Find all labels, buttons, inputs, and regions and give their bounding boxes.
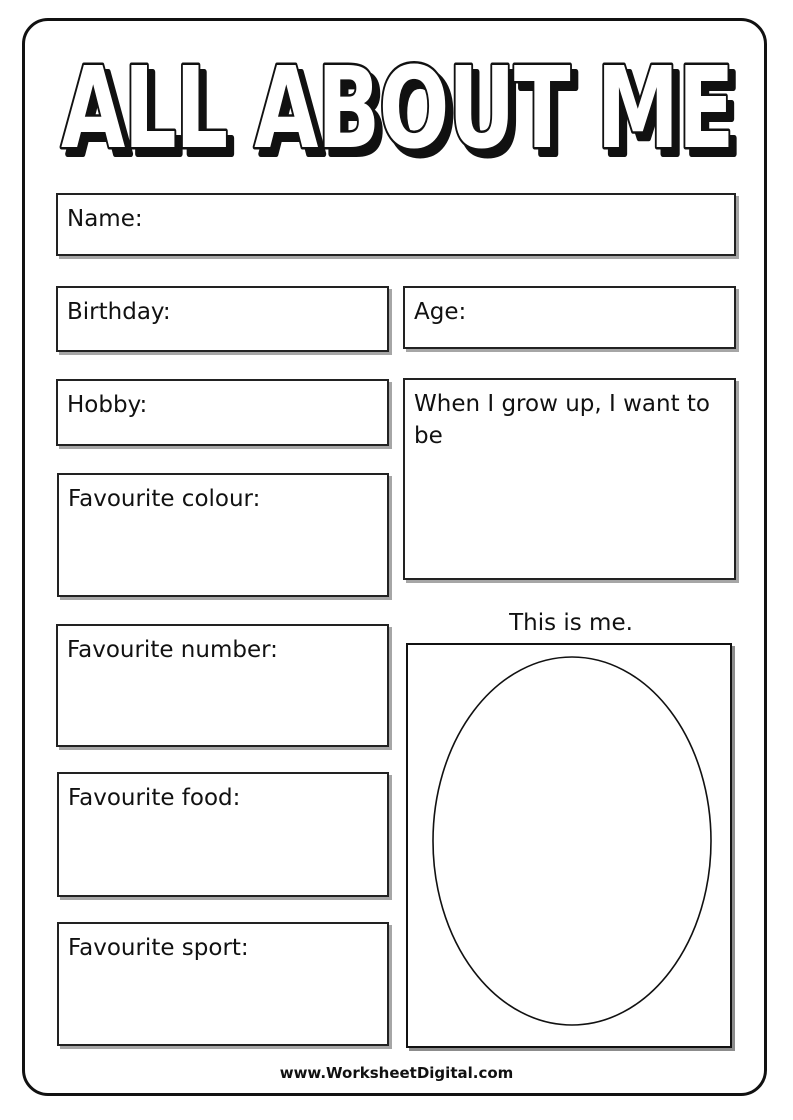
- age-field[interactable]: [403, 286, 736, 349]
- hobby-field[interactable]: [56, 379, 389, 446]
- hobby-label: Hobby:: [67, 392, 148, 418]
- age-label: Age:: [414, 299, 467, 325]
- portrait-frame[interactable]: [406, 643, 732, 1048]
- name-field[interactable]: [56, 193, 736, 256]
- portrait-caption: This is me.: [509, 610, 633, 636]
- favourite-colour-field[interactable]: [57, 473, 389, 597]
- favourite-number-label: Favourite number:: [67, 637, 278, 663]
- favourite-number-field[interactable]: [56, 624, 389, 747]
- page-title-shadow: ALL ABOUT ME: [67, 51, 739, 181]
- page-title-text: ALL ABOUT ME: [61, 44, 733, 174]
- grow-up-label: When I grow up, I want to be: [414, 391, 710, 449]
- favourite-colour-label: Favourite colour:: [68, 486, 261, 512]
- favourite-sport-field[interactable]: [57, 922, 389, 1046]
- birthday-field[interactable]: [56, 286, 389, 352]
- grow-up-field[interactable]: [403, 378, 736, 580]
- name-label: Name:: [67, 206, 143, 232]
- birthday-label: Birthday:: [67, 299, 171, 325]
- favourite-food-label: Favourite food:: [68, 785, 241, 811]
- favourite-sport-label: Favourite sport:: [68, 935, 249, 961]
- footer-url: www.WorksheetDigital.com: [279, 1064, 514, 1082]
- favourite-food-field[interactable]: [57, 772, 389, 897]
- page-title: [50, 40, 745, 181]
- portrait-oval: [408, 645, 730, 1046]
